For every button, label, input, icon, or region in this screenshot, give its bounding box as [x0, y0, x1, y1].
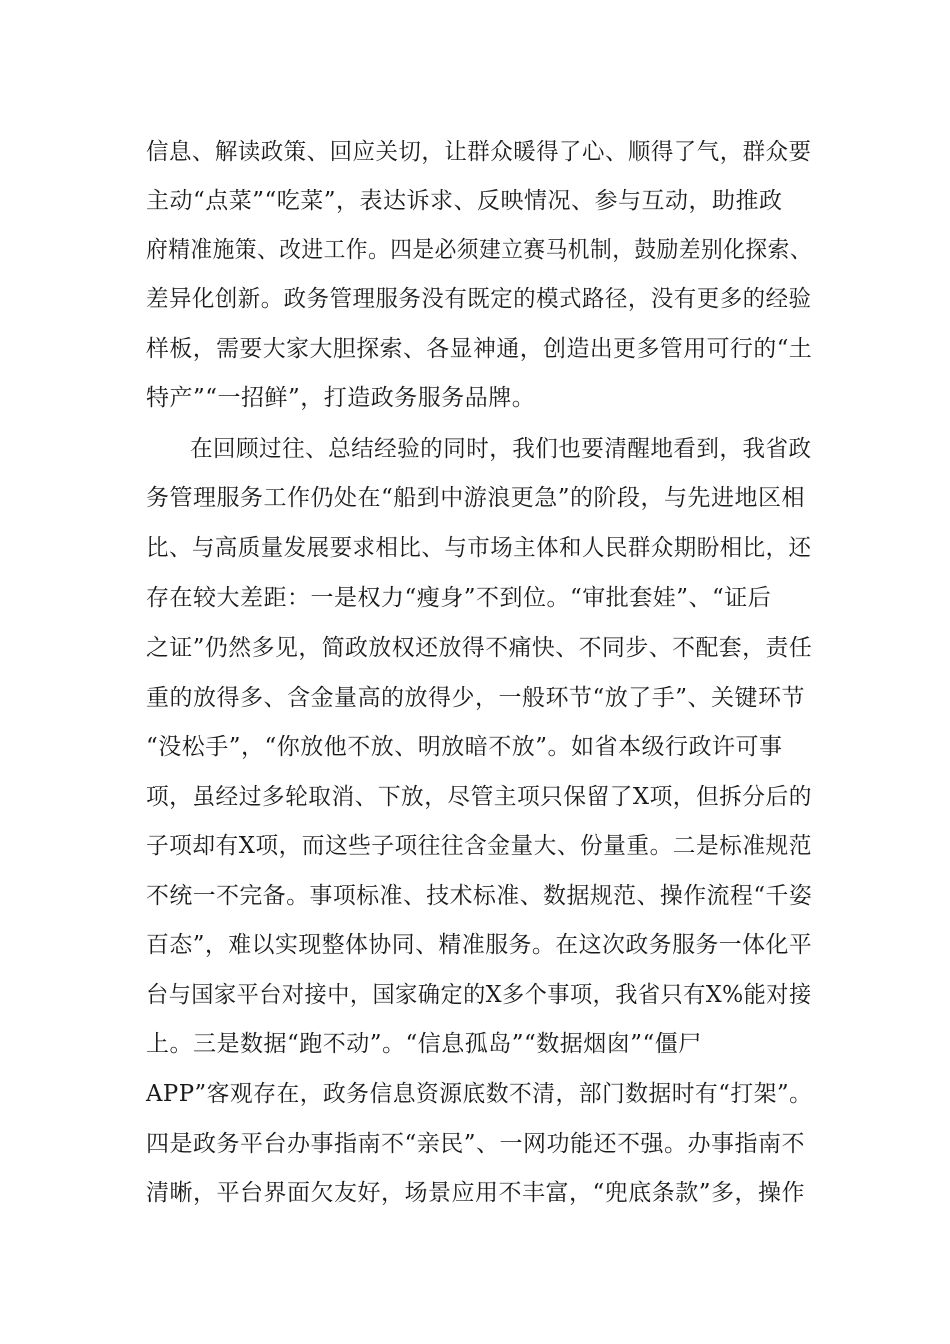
- text-line-21: 四是政务平台办事指南不“亲民”、一网功能还不强。办事指南不: [146, 1131, 806, 1157]
- text-line-9: 比、与高质量发展要求相比、与市场主体和人民群众期盼相比，还: [146, 535, 812, 561]
- text-line-12: 重的放得多、含金量高的放得少，一般环节“放了手”、关键环节: [146, 685, 806, 711]
- text-line-13: “没松手”，“你放他不放、明放暗不放”。如省本级行政许可事: [146, 734, 783, 760]
- text-line-2: 主动“点菜”“吃菜”，表达诉求、反映情况、参与互动，助推政: [146, 188, 783, 214]
- text-line-8: 务管理服务工作仍处在“船到中游浪更急”的阶段，与先进地区相: [146, 485, 806, 511]
- text-line-3: 府精准施策、改进工作。四是必须建立赛马机制，鼓励差别化探索、: [146, 237, 813, 263]
- text-line-18: 台与国家平台对接中，国家确定的X多个事项，我省只有X%能对接: [146, 982, 812, 1008]
- text-line-16: 不统一不完备。事项标准、技术标准、数据规范、操作流程“千姿: [146, 883, 813, 909]
- text-line-6: 特产”“一招鲜”，打造政务服务品牌。: [146, 385, 536, 411]
- text-line-17: 百态”，难以实现整体协同、精准服务。在这次政务服务一体化平: [146, 932, 813, 958]
- text-line-22: 清晰，平台界面欠友好，场景应用不丰富，“兜底条款”多，操作: [146, 1180, 806, 1206]
- text-line-19: 上。三是数据“跑不动”。“信息孤岛”“数据烟囱”“僵尸: [146, 1031, 702, 1057]
- paragraph-2-first-line: 在回顾过往、总结经验的同时，我们也要清醒地看到，我省政: [190, 436, 812, 462]
- text-line-11: 之证”仍然多见，简政放权还放得不痛快、不同步、不配套，责任: [146, 635, 813, 661]
- text-line-4: 差异化创新。政务管理服务没有既定的模式路径，没有更多的经验: [146, 286, 812, 312]
- text-line-1: 信息、解读政策、回应关切，让群众暖得了心、顺得了气，群众要: [146, 139, 812, 165]
- text-line-14: 项，虽经过多轮取消、下放，尽管主项只保留了X项，但拆分后的: [146, 784, 812, 810]
- text-line-10: 存在较大差距：一是权力“瘦身”不到位。“审批套娃”、“证后: [146, 585, 772, 611]
- text-line-15: 子项却有X项，而这些子项往往含金量大、份量重。二是标准规范: [146, 833, 812, 859]
- text-line-5: 样板，需要大家大胆探索、各显神通，创造出更多管用可行的“土: [146, 336, 813, 362]
- text-line-20: APP”客观存在，政务信息资源底数不清，部门数据时有“打架”。: [146, 1081, 813, 1107]
